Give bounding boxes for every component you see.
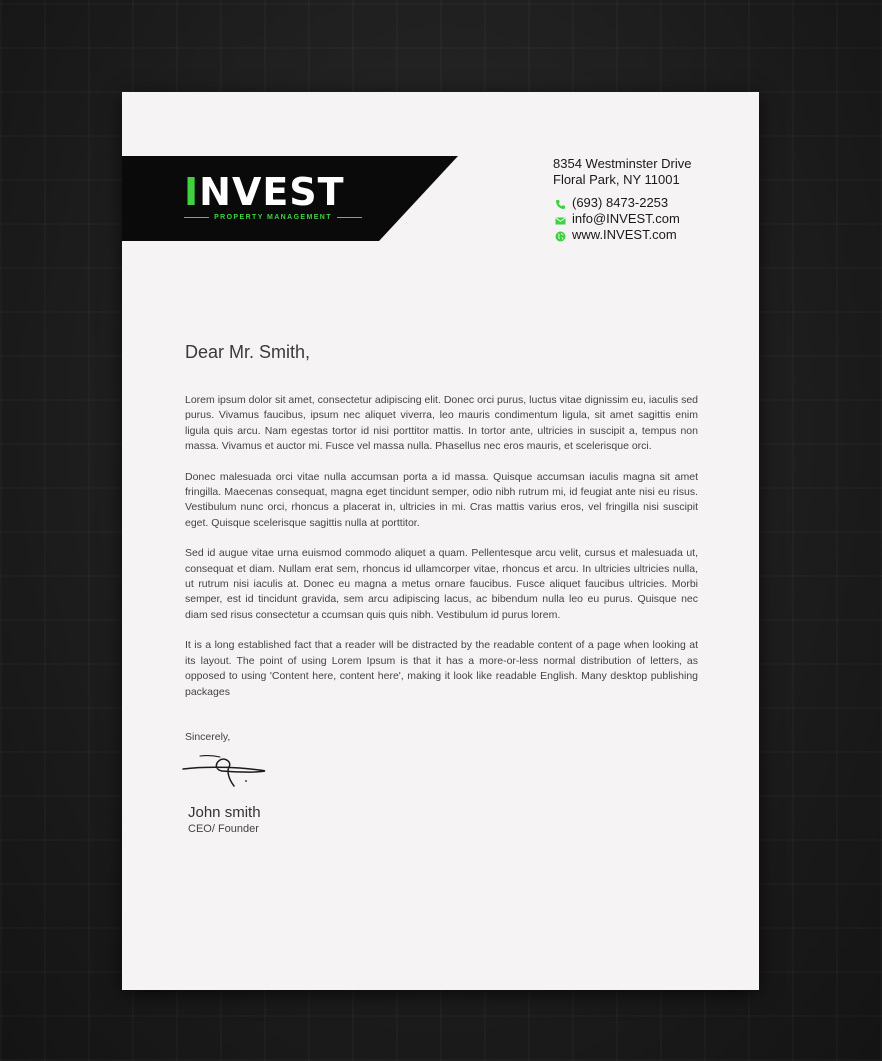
contact-website[interactable]: www.INVEST.com: [572, 227, 677, 242]
handwritten-signature: [182, 754, 268, 795]
signer-name: John smith: [188, 804, 261, 821]
logo-first-letter: I: [184, 170, 200, 214]
closing: Sincerely,: [185, 731, 231, 743]
salutation: Dear Mr. Smith,: [185, 342, 311, 362]
letterhead-page: [122, 92, 759, 990]
company-logo: [184, 172, 366, 228]
logo-wordmark: [184, 172, 345, 212]
brand-banner: [122, 156, 458, 241]
phone-icon: [555, 198, 566, 209]
letter-body: [185, 393, 698, 715]
contact-website-row: [553, 227, 743, 243]
contact-block: [553, 156, 743, 243]
body-paragraph: Lorem ipsum dolor sit amet, consectetur adipiscing elit. Donec orci purus, luctus vitae dignissim eu, iaculis sed purus. Vivamus faucibus, ipsum nec aliquet viverra, leo mauris condimentum ligula, sit amet sagittis enim ligula quis arcu. Nam egestas tortor id nisi porttitor mattis. In tortor ante, ultricies in suscipit a, tempus non massa. Vivamus et auctor mi. Fusce vel massa nulla. Phasellus nec eros mauris, et scelerisque orci.: [185, 394, 698, 453]
contact-phone-row: [553, 195, 743, 211]
contact-phone: (693) 8473-2253: [572, 195, 669, 210]
tagline-rule-right: [337, 217, 362, 218]
tagline-rule-left: [184, 217, 209, 218]
body-paragraph: It is a long established fact that a reader will be distracted by the readable content of a page when looking at its layout. The point of using Lorem Ipsum is that it has a more-or-less normal distribution of letters, as opposed to using 'Content here, content here', making it look like readable English. Many desktop publishing packages: [185, 639, 698, 698]
envelope-icon: [555, 214, 566, 225]
globe-icon: [555, 230, 566, 241]
logo-tagline: PROPERTY MANAGEMENT: [214, 214, 332, 221]
signer-title: CEO/ Founder: [188, 823, 259, 835]
body-paragraph: Sed id augue vitae urna euismod commodo aliquet a quam. Pellentesque arcu velit, cursus et malesuada ut, consequat et diam. Nullam erat sem, rhoncus id ullamcorper vitae, rhoncus et arcu. In ultricies ultricies nulla, ut rutrum nisi iaculis at. Donec eu magna a metus ornare faucibus. Fusce aliquet faucibus ultricies. Morbi semper, est id tincidunt gravida, sem arcu adipiscing lacus, ac bibendum nulla leo eu purus. Quisque nec diam sed risus consectetur a ccumsan quis quis nibh. Vestibulum id purus lorem.: [185, 547, 698, 621]
logo-name-rest: NVEST: [199, 170, 345, 214]
body-paragraph: Donec malesuada orci vitae nulla accumsan porta a id massa. Quisque accumsan iaculis magna sit amet fringilla. Maecenas consequat, magna eget tincidunt semper, odio nibh rutrum mi, id feugiat ante nisi eu risus. Vestibulum nunc orci, rhoncus a placerat in, ultricies in mi. Cras mattis varius eros, vel fringilla nisi suscipit eget. Quisque scelerisque sagittis nulla at porttitor.: [185, 470, 698, 529]
address-line-1: 8354 Westminster Drive: [553, 156, 692, 171]
contact-email[interactable]: info@INVEST.com: [572, 211, 680, 226]
contact-email-row: [553, 211, 743, 227]
address: [553, 156, 743, 188]
address-line-2: Floral Park, NY 11001: [553, 172, 680, 187]
logo-tagline-row: [184, 214, 362, 221]
